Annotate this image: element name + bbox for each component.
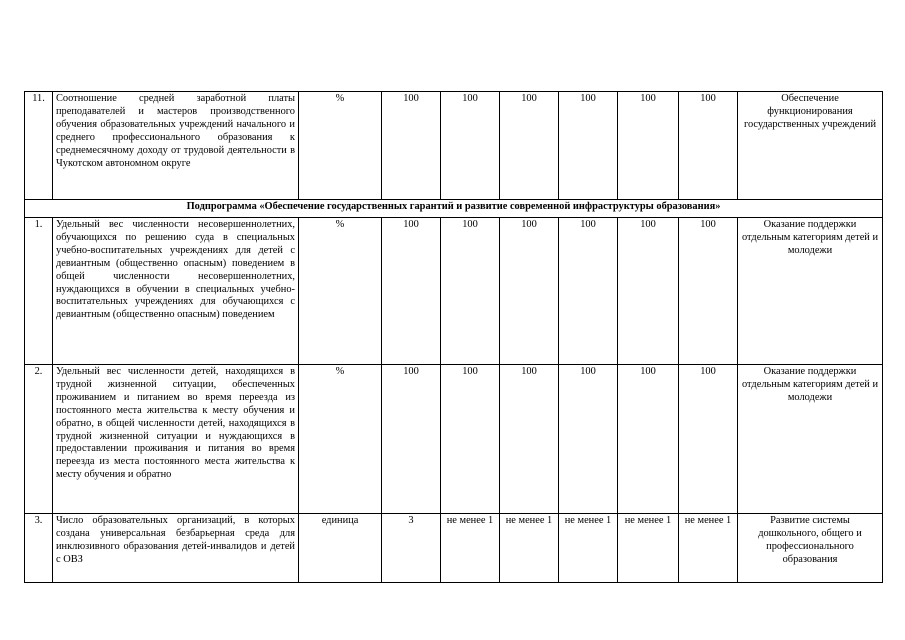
value-cell: 100 [679, 365, 738, 514]
value-cell: 100 [441, 365, 500, 514]
unit-cell: % [299, 92, 382, 200]
value-cell: 100 [559, 92, 618, 200]
value-cell: 100 [618, 92, 679, 200]
value-cell: 100 [618, 218, 679, 365]
value-cell: 100 [441, 92, 500, 200]
value-cell: 100 [679, 218, 738, 365]
note-cell: Обеспечение функционирования государственных учреждений [738, 92, 883, 200]
table-row [25, 514, 883, 583]
note-cell: Оказание поддержки отдельным категориям детей и молодежи [738, 365, 883, 514]
value-cell: 100 [679, 92, 738, 200]
unit-cell: % [299, 365, 382, 514]
value-cell: 100 [500, 365, 559, 514]
value-cell: не менее 1 [618, 514, 679, 583]
value-cell: 100 [500, 218, 559, 365]
value-cell: 100 [618, 365, 679, 514]
value-cell: 100 [559, 218, 618, 365]
row-number: 11. [25, 92, 53, 200]
table-row [25, 92, 883, 200]
value-cell: не менее 1 [441, 514, 500, 583]
row-number: 1. [25, 218, 53, 365]
note-cell: Оказание поддержки отдельным категориям детей и молодежи [738, 218, 883, 365]
table-row [25, 365, 883, 514]
row-number: 3. [25, 514, 53, 583]
value-cell: 100 [382, 218, 441, 365]
section-header-row [25, 200, 883, 218]
indicators-table [24, 91, 883, 583]
value-cell: не менее 1 [559, 514, 618, 583]
indicator-description: Число образовательных организаций, в которых создана универсальная безбарьерная среда для инклюзивного образования детей-инвалидов и детей с ОВЗ [53, 514, 299, 583]
section-title: Подпрограмма «Обеспечение государственных гарантий и развитие современной инфраструктуры образования» [25, 200, 883, 218]
table-row [25, 218, 883, 365]
value-cell: 100 [559, 365, 618, 514]
value-cell: 100 [500, 92, 559, 200]
value-cell: 3 [382, 514, 441, 583]
value-cell: 100 [441, 218, 500, 365]
row-number: 2. [25, 365, 53, 514]
value-cell: 100 [382, 92, 441, 200]
value-cell: не менее 1 [500, 514, 559, 583]
unit-cell: % [299, 218, 382, 365]
indicator-description: Соотношение средней заработной платы преподавателей и мастеров производственного обучения образовательных учреждений начального и среднего профессионального образования к среднемесячному доходу от трудовой деятельности в Чукотском автономном округе [53, 92, 299, 200]
indicator-description: Удельный вес численности несовершеннолетних, обучающихся по решению суда в специальных учебно-воспитательных учреждениях для детей с девиантным (общественно опасным) поведением в общей численности несовершеннолетних, нуждающихся в обучении в специальных учебно-воспитательных учреждениях для обучающихся с девиантным (общественно опасным) поведением [53, 218, 299, 365]
note-cell: Развитие системы дошкольного, общего и профессионального образования [738, 514, 883, 583]
value-cell: 100 [382, 365, 441, 514]
unit-cell: единица [299, 514, 382, 583]
indicator-description: Удельный вес численности детей, находящихся в трудной жизненной ситуации, обеспеченных проживанием и питанием во время переезда из постоянного места жительства к месту обучения и обратно, в общей численности детей, находящихся в трудной жизненной ситуации и нуждающихся в предоставлении проживания и питания во время переезда из места постоянного места жительства к месту обучения и обратно [53, 365, 299, 514]
value-cell: не менее 1 [679, 514, 738, 583]
